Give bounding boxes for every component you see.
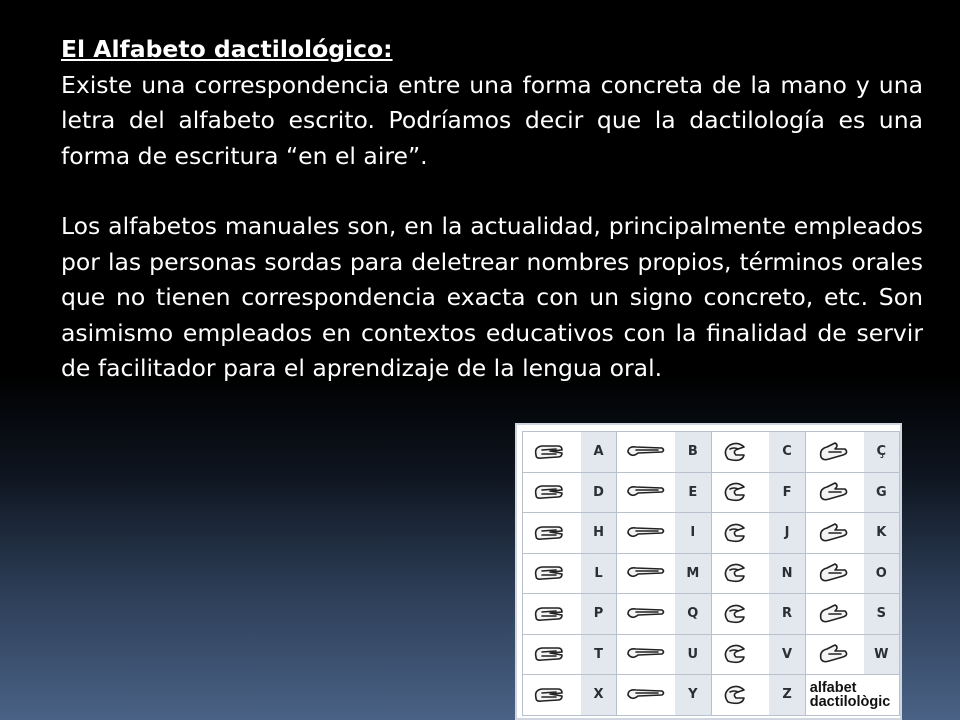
hand-sign-icon bbox=[528, 437, 576, 467]
alphabet-caption: alfabet dactilològic bbox=[809, 679, 891, 710]
alphabet-cell bbox=[617, 432, 711, 473]
hand-sign bbox=[617, 432, 675, 472]
paragraph-1: Existe una correspondencia entre una forma concreta de la mano y una letra del alfabeto escrito. Podríamos decir que la dactilología es una forma de escritura “en el aire”. bbox=[61, 70, 923, 170]
alphabet-cell bbox=[617, 635, 711, 676]
alphabet-cell bbox=[523, 432, 617, 473]
alphabet-letter: A bbox=[581, 432, 616, 472]
hand-sign bbox=[806, 432, 864, 472]
alphabet-letter: G bbox=[864, 473, 899, 513]
slide-text bbox=[61, 32, 923, 387]
alphabet-letter: L bbox=[581, 554, 616, 594]
alphabet-letter: M bbox=[675, 554, 710, 594]
alphabet-cell bbox=[806, 513, 900, 554]
alphabet-cell bbox=[806, 594, 900, 635]
alphabet-letter: P bbox=[581, 594, 616, 634]
hand-sign-icon bbox=[716, 477, 764, 507]
alphabet-letter: R bbox=[769, 594, 804, 634]
hand-sign bbox=[712, 594, 770, 634]
hand-sign-icon bbox=[811, 558, 859, 588]
hand-sign bbox=[523, 473, 581, 513]
hand-sign-icon bbox=[716, 680, 764, 710]
hand-sign bbox=[712, 554, 770, 594]
hand-sign-icon bbox=[528, 680, 576, 710]
hand-sign-icon bbox=[622, 680, 670, 710]
alphabet-cell bbox=[712, 432, 806, 473]
hand-sign bbox=[617, 513, 675, 553]
alphabet-letter: Ç bbox=[864, 432, 899, 472]
hand-sign bbox=[617, 635, 675, 675]
alphabet-letter: N bbox=[769, 554, 804, 594]
alphabet-cell bbox=[523, 594, 617, 635]
alphabet-letter: U bbox=[675, 635, 710, 675]
paragraph-2: Los alfabetos manuales son, en la actualidad, principalmente empleados por las personas sordas para deletrear nombres propios, términos orales que no tienen correspondencia exacta con un signo concreto, etc. Son asimismo empleados en contextos educativos con la finalidad de servir de facilitador para el aprendizaje de la lengua oral. bbox=[61, 212, 923, 382]
alphabet-letter: F bbox=[769, 473, 804, 513]
hand-sign-icon bbox=[716, 518, 764, 548]
intro-paragraph bbox=[61, 32, 923, 174]
alphabet-letter: J bbox=[769, 513, 804, 553]
hand-sign bbox=[523, 554, 581, 594]
alphabet-letter: W bbox=[864, 635, 899, 675]
hand-sign bbox=[806, 554, 864, 594]
alphabet-cell bbox=[806, 473, 900, 514]
alphabet-cell bbox=[806, 635, 900, 676]
hand-sign bbox=[523, 635, 581, 675]
alphabet-letter: T bbox=[581, 635, 616, 675]
hand-sign-icon bbox=[622, 599, 670, 629]
hand-sign bbox=[523, 513, 581, 553]
alphabet-cell bbox=[617, 675, 711, 716]
alphabet-cell bbox=[712, 513, 806, 554]
alphabet-cell bbox=[617, 594, 711, 635]
hand-sign-icon bbox=[716, 558, 764, 588]
hand-sign-icon bbox=[528, 558, 576, 588]
fingerspelling-alphabet-image bbox=[515, 423, 902, 720]
alphabet-cell bbox=[806, 432, 900, 473]
hand-sign bbox=[806, 473, 864, 513]
alphabet-letter: Q bbox=[675, 594, 710, 634]
hand-sign bbox=[712, 473, 770, 513]
alphabet-cell bbox=[712, 473, 806, 514]
hand-sign-icon bbox=[528, 599, 576, 629]
hand-sign-icon bbox=[622, 558, 670, 588]
hand-sign-icon bbox=[528, 639, 576, 669]
hand-sign-icon bbox=[811, 437, 859, 467]
alphabet-cell bbox=[712, 675, 806, 716]
hand-sign-icon bbox=[528, 518, 576, 548]
alphabet-cell bbox=[806, 554, 900, 595]
hand-sign bbox=[617, 675, 675, 715]
alphabet-cell bbox=[523, 675, 617, 716]
alphabet-cell bbox=[617, 513, 711, 554]
alphabet-letter: X bbox=[581, 675, 616, 715]
hand-sign bbox=[523, 594, 581, 634]
alphabet-letter: I bbox=[675, 513, 710, 553]
hand-sign-icon bbox=[811, 639, 859, 669]
hand-sign bbox=[712, 635, 770, 675]
hand-sign-icon bbox=[622, 639, 670, 669]
alphabet-cell bbox=[523, 635, 617, 676]
hand-sign bbox=[523, 675, 581, 715]
hand-sign-icon bbox=[811, 518, 859, 548]
hand-sign-icon bbox=[716, 437, 764, 467]
hand-sign bbox=[617, 473, 675, 513]
hand-sign bbox=[523, 432, 581, 472]
alphabet-cell bbox=[617, 473, 711, 514]
alphabet-cell bbox=[712, 594, 806, 635]
alphabet-letter: S bbox=[864, 594, 899, 634]
hand-sign bbox=[712, 513, 770, 553]
alphabet-letter: E bbox=[675, 473, 710, 513]
slide-heading: El Alfabeto dactilológico: bbox=[61, 35, 393, 63]
hand-sign-icon bbox=[622, 437, 670, 467]
alphabet-caption-cell bbox=[806, 675, 900, 716]
hand-sign bbox=[617, 594, 675, 634]
hand-sign bbox=[617, 554, 675, 594]
hand-sign-icon bbox=[811, 599, 859, 629]
alphabet-letter: Z bbox=[769, 675, 804, 715]
alphabet-cell bbox=[523, 554, 617, 595]
hand-sign-icon bbox=[716, 599, 764, 629]
alphabet-letter: V bbox=[769, 635, 804, 675]
alphabet-letter: C bbox=[769, 432, 804, 472]
alphabet-cell bbox=[712, 554, 806, 595]
alphabet-letter: Y bbox=[675, 675, 710, 715]
hand-sign bbox=[806, 513, 864, 553]
alphabet-cell bbox=[712, 635, 806, 676]
hand-sign-icon bbox=[528, 477, 576, 507]
alphabet-cell bbox=[523, 513, 617, 554]
hand-sign-icon bbox=[716, 639, 764, 669]
hand-sign bbox=[806, 635, 864, 675]
alphabet-letter: H bbox=[581, 513, 616, 553]
alphabet-letter: K bbox=[864, 513, 899, 553]
alphabet-cell bbox=[617, 554, 711, 595]
hand-sign-icon bbox=[811, 477, 859, 507]
alphabet-letter: O bbox=[864, 554, 899, 594]
alphabet-cell bbox=[523, 473, 617, 514]
alphabet-letter: D bbox=[581, 473, 616, 513]
alphabet-letter: B bbox=[675, 432, 710, 472]
hand-sign bbox=[806, 594, 864, 634]
alphabet-grid bbox=[522, 431, 900, 716]
hand-sign-icon bbox=[622, 518, 670, 548]
hand-sign bbox=[712, 432, 770, 472]
hand-sign bbox=[712, 675, 770, 715]
hand-sign-icon bbox=[622, 477, 670, 507]
